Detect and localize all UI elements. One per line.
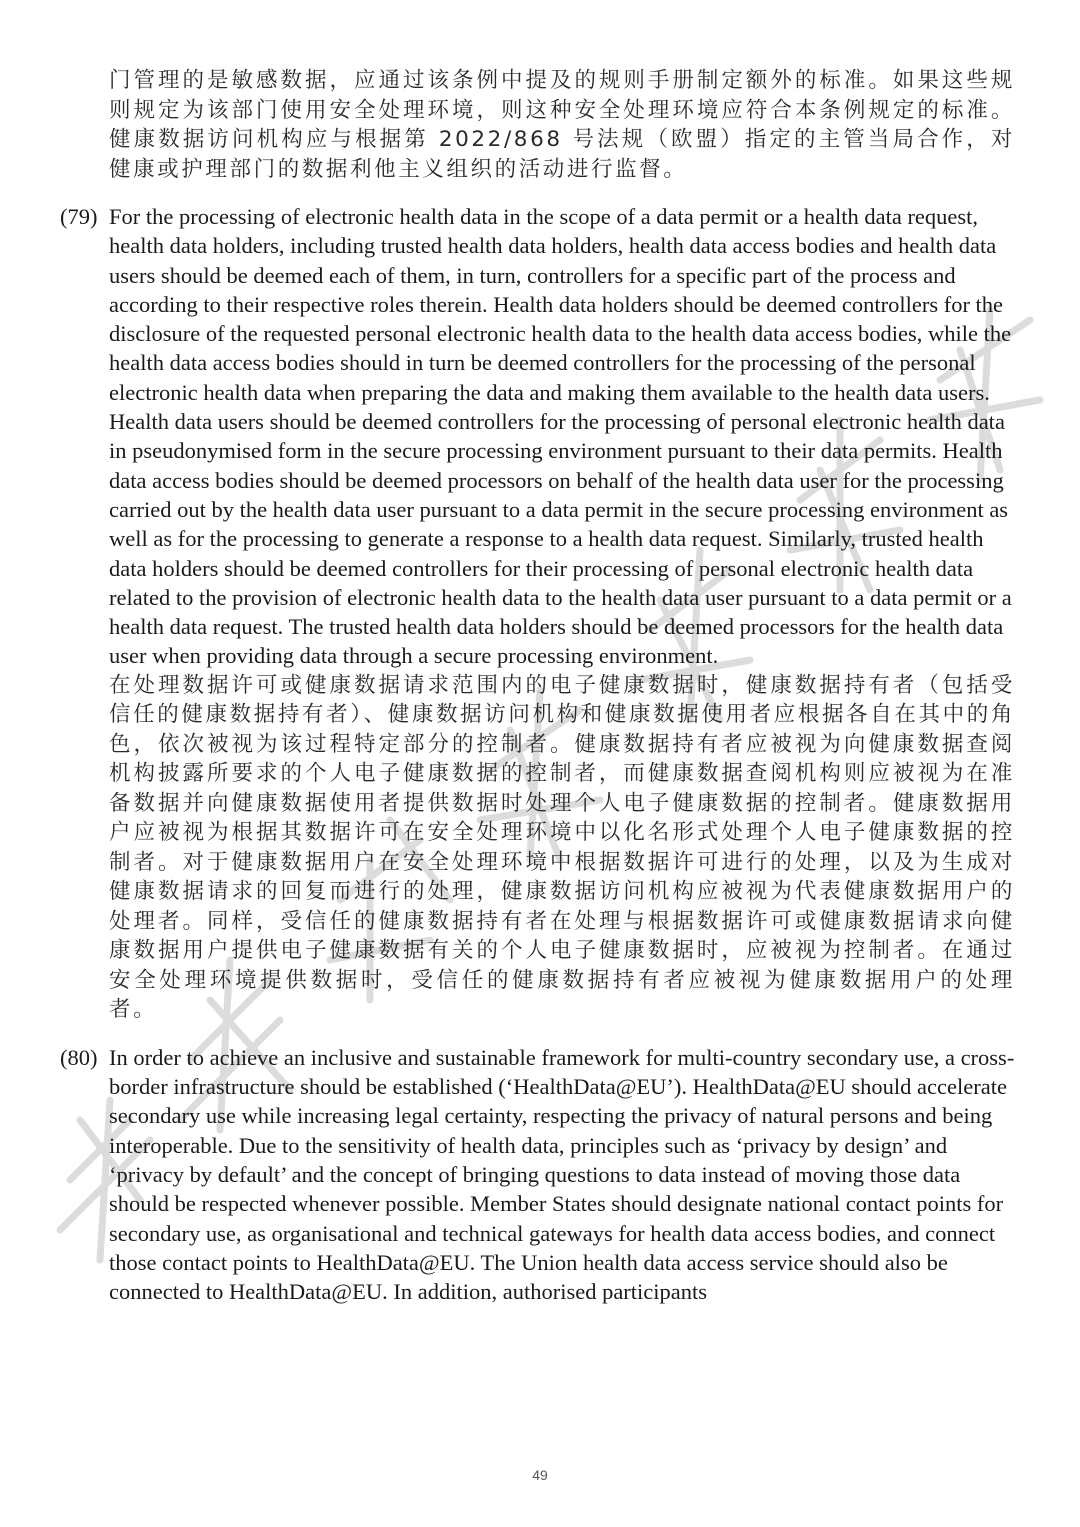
- zh-continuation-text: 门管理的是敏感数据，应通过该条例中提及的规则手册制定额外的标准。如果这些规则规定为该部门使用安全处理环境，则这种安全处理环境应符合本条例规定的标准。健康数据访问机构应与根据第 2022/868 号法规（欧盟）指定的主管当局合作，对健康或护理部门的数据利他主义组织的活动进行监督。: [109, 68, 1015, 182]
- paragraph-80: [60, 1043, 1015, 1307]
- paragraph-english-text: In order to achieve an inclusive and sustainable framework for multi-country secondary use, a cross-border infrastructure should be established (‘HealthData@EU’). HealthData@EU should accelerate secondary use while increasing legal certainty, respecting the privacy of natural persons and being interoperable. Due to the sensitivity of health data, principles such as ‘privacy by design’ and ‘privacy by default’ and the concept of bringing questions to data instead of moving those data should be respected whenever possible. Member States should designate national contact points for secondary use, as organisational and technical gateways for health data access bodies, and connect those contact points to HealthData@EU. The Union health data access service should also be connected to HealthData@EU. In addition, authorised participants: [109, 1044, 1015, 1305]
- paragraph-gap: [60, 184, 1015, 202]
- paragraph-number: (79): [60, 204, 98, 229]
- paragraph-english-text: For the processing of electronic health data in the scope of a data permit or a health data request, health data holders, including trusted health data holders, health data access bodies and health data users should be deemed each of them, in turn, controllers for a specific part of the process and according to their respective roles therein. Health data holders should be deemed controllers for the disclosure of the requested personal electronic health data to the health data access bodies, while the health data access bodies should in turn be deemed controllers for the processing of the personal electronic health data when preparing the data and making them available to the health data users. Health data users should be deemed controllers for the processing of personal electronic health data in pseudonymised form in the secure processing environment pursuant to their data permits. Health data access bodies should be deemed processors on behalf of the health data user for the processing carried out by the health data user pursuant to a data permit in the secure processing environment as well as for the processing to generate a response to a health data request. Similarly, trusted health data holders should be deemed controllers for their processing of personal electronic health data related to the provision of electronic health data to the health data user pursuant to a data permit or a health data request. The trusted health data holders should be deemed processors for the health data user when providing data through a secure processing environment.: [109, 204, 1012, 669]
- paragraph-chinese-text: 在处理数据许可或健康数据请求范围内的电子健康数据时，健康数据持有者（包括受信任的健康数据持有者）、健康数据访问机构和健康数据使用者应根据各自在其中的角色，依次被视为该过程特定部分的控制者。健康数据持有者应被视为向健康数据查阅机构披露所要求的个人电子健康数据的控制者，而健康数据查阅机构则应被视为在准备数据并向健康数据使用者提供数据时处理个人电子健康数据的控制者。健康数据用户应被视为根据其数据许可在安全处理环境中以化名形式处理个人电子健康数据的控 制者。对于健康数据用户在安全处理环境中根据数据许可进行的处理，以及为生成对健康数据请求的回复而进行的处理，健康数据访问机构应被视为代表健康数据用户的处理者。同样，受信任的健康数据持有者在处理与根据数据许可或健康数据请求向健康数据用户提供电子健康数据有关的个人电子健康数据时，应被视为控制者。在通过安全处理环境提供数据时，受信任的健康数据持有者应被视为健康数据用户的处理者。: [109, 672, 1015, 1023]
- paragraph-number: (80): [60, 1044, 98, 1070]
- paragraph-gap: [60, 1025, 1015, 1043]
- paragraph-79: [60, 202, 1015, 1025]
- page-number: 49: [532, 1467, 548, 1483]
- document-body: [60, 66, 1015, 1306]
